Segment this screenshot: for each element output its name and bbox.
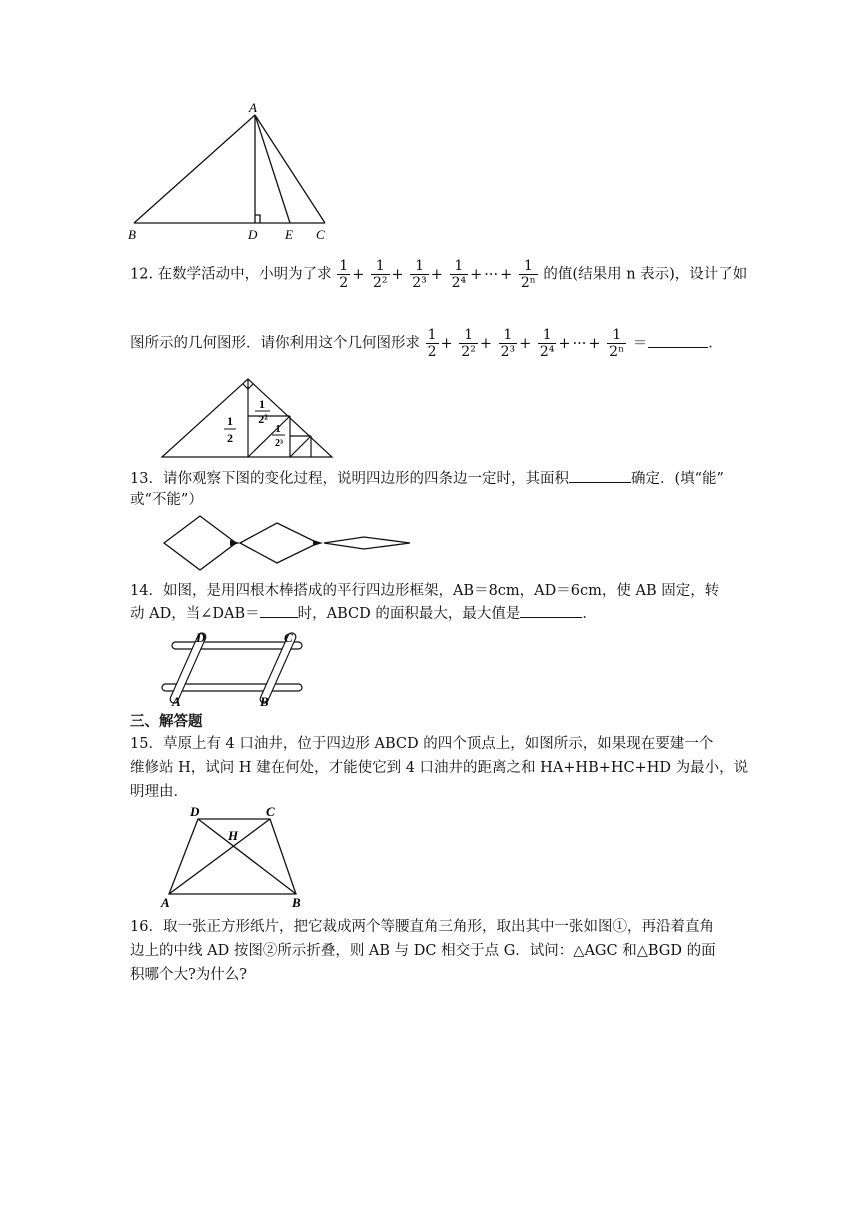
q14-text-c: 时，ABCD 的面积最大，最大值是 [297,606,521,622]
q14-line2 [130,602,597,626]
trapezoid-diagonals-figure [160,804,310,909]
q16-line3: 积哪个大?为什么? [130,967,248,983]
fraction-1-2n-b: $\frac{1}{\text{2ⁿ}}$ [609,327,625,360]
q15-line3: 明理由． [130,784,188,800]
q14-line1 [130,579,719,603]
q13-text-a: 13．请你观察下图的变化过程，说明四边形的四条边一定时，其面积 [130,471,569,487]
label-A: A [172,694,181,708]
label-A: A [249,100,257,115]
fraction-1-2sq-b: $\frac{1}{\text{2²}}$ [461,327,476,360]
label-C: C [284,630,293,645]
label-C: C [266,804,275,819]
q13-text-b: 确定．(填“能” [630,471,724,487]
fig12-num-3: 1 [275,424,281,435]
answer-blank-q14-area[interactable] [520,617,582,618]
answer-blank-q12[interactable] [648,347,708,348]
section-header-solutions: 三、解答题 [130,713,203,730]
label-E: E [285,227,293,242]
label-D: D [248,227,258,242]
label-B: B [128,227,136,242]
fig12-den-3: 2³ [275,438,283,449]
q12-line1-text-b: 的值(结果用 n 表示)，设计了如 [543,266,748,283]
fraction-1-2sq: $\frac{1}{\text{2²}}$ [372,258,388,291]
q14-text-a: 14．如图，是用四根木棒搭成的平行四边形框架，AB＝8cm，AD＝6cm，使 AB 固定，转 [130,583,720,599]
q16-line2: 边上的中线 AD 按图②所示折叠，则 AB 与 DC 相交于点 G．试问：△AGC 和△BGD 的面 [130,943,716,959]
label-C: C [316,227,325,242]
triangle-abc-figure [120,100,350,245]
q15-line1: 15．草原上有 4 口油井，位于四边形 ABCD 的四个顶点上，如图所示，如果现在要建一个 [130,736,714,752]
fraction-1-2n: $\frac{1}{\text{2ⁿ}}$ [520,258,536,291]
answer-blank-q13[interactable] [569,482,631,483]
label-H: H [228,828,239,843]
q13-line2 [130,488,203,512]
sticks-parallelogram-figure [160,628,310,708]
q14-text-d: ． [582,606,597,622]
q16-line1: 16．取一张正方形纸片，把它裁成两个等腰直角三角形，取出其中一张如图①，再沿着直角 [130,919,714,935]
fraction-1-2cube-b: $\frac{1}{\text{2³}}$ [500,327,516,360]
q14-text-b: 动 AD，当∠DAB＝ [130,606,260,622]
fraction-1-2pow4-b: $\frac{1}{\text{2⁴}}$ [539,327,555,360]
fig12-num-1: 1 [227,414,233,428]
fig12-num-2: 1 [259,397,265,411]
label-A: A [161,895,170,909]
fraction-1-2cube: $\frac{1}{\text{2³}}$ [412,258,427,291]
geometric-series-triangle-figure [160,375,340,461]
q15-line2: 维修站 H，试问 H 建在何处，才能使它到 4 口油井的距离之和 HA+HB+HC+HD 为最小，说 [130,760,749,776]
fraction-1-2pow4: $\frac{1}{\text{2⁴}}$ [451,258,467,291]
q12-line1: 12. 在数学活动中，小明为了求 $\frac{1}{2}$ + $\frac{1}{\text{2²}}$ + $\frac{1}{\text{2³}}$ + $\frac{1}{\text{2⁴}}$ + ··· + $\frac{1}{\text{2ⁿ}}$ 的值(结果用 n 表示)，设计了如 [130,258,748,291]
label-B: B [292,895,301,909]
fig12-den-2: 2² [258,412,268,426]
label-D: D [196,630,206,645]
answer-blank-q14-angle[interactable] [260,617,298,618]
q13-text-c: 或“不能”） [130,492,203,508]
q12-line2: 图所示的几何图形．请你利用这个几何图形求 $\frac{1}{2}$ + $\frac{1}{\text{2²}}$ + $\frac{1}{\text{2³}}$ + $\frac{1}{\text{2⁴}}$ + ··· + $\frac{1}{\text{2ⁿ}}$ ＝ ． [130,327,723,360]
fig12-den-1: 2 [227,431,233,445]
q12-line2-text-a: 图所示的几何图形．请你利用这个几何图形求 [130,335,420,352]
rhombus-deformation-figure [160,512,420,574]
q12-line1-text-a: 12. 在数学活动中，小明为了求 [130,266,332,283]
fraction-1-2: $\frac{1}{2}$ [339,258,349,291]
label-B: B [260,694,269,708]
fraction-1-2-b: $\frac{1}{2}$ [427,327,437,360]
q13-line1 [130,467,724,491]
label-D: D [190,804,200,819]
